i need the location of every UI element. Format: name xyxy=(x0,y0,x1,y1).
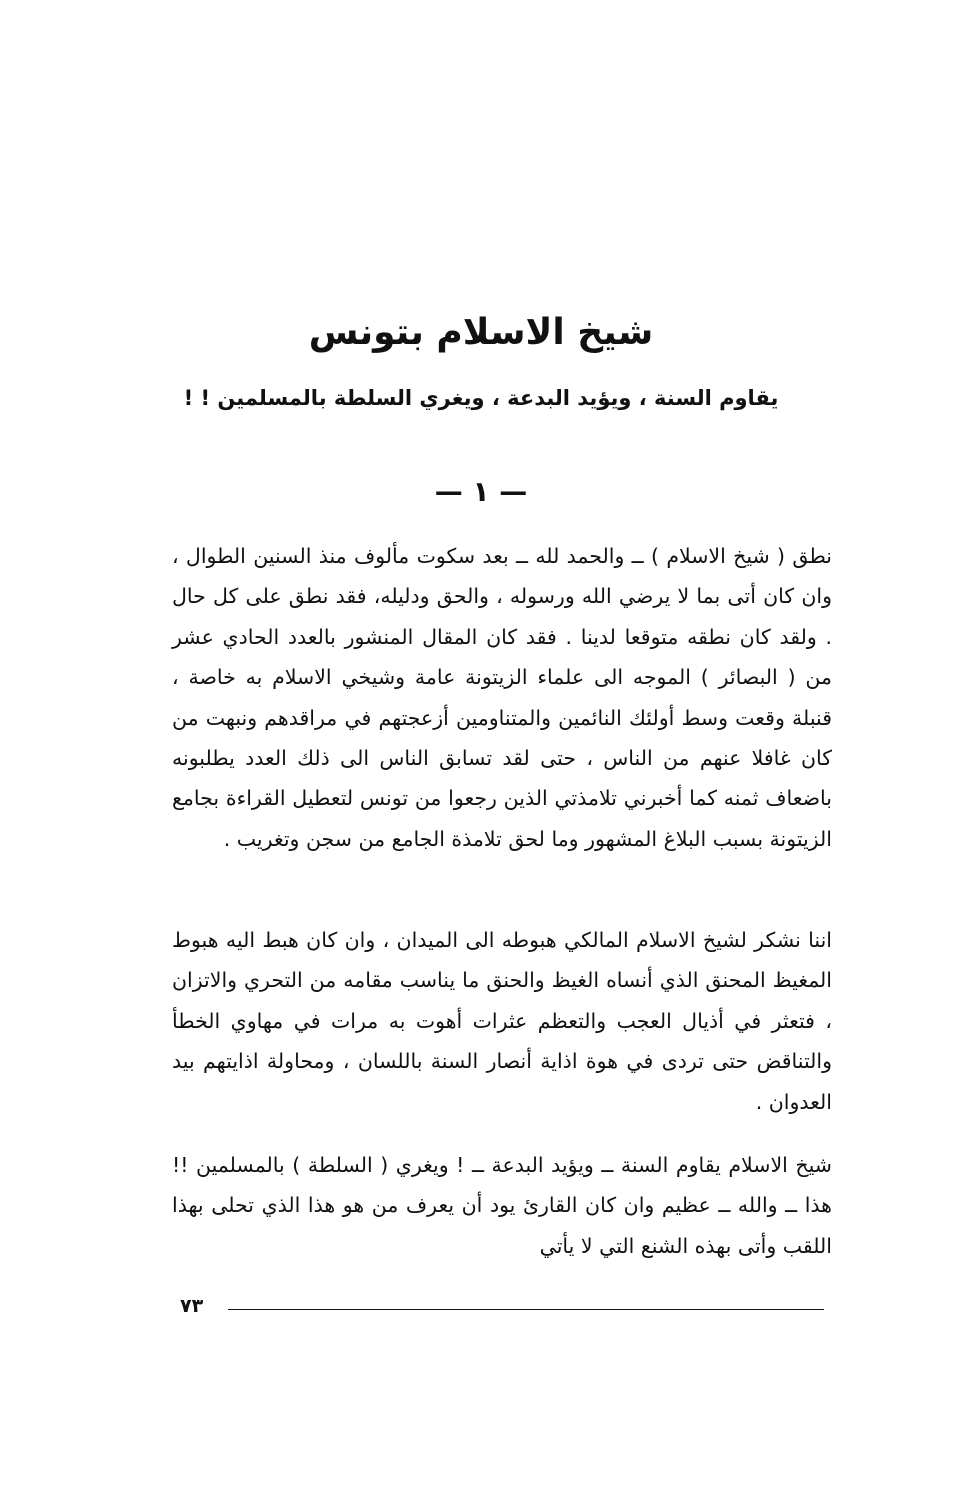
paragraph-1-block xyxy=(172,536,832,859)
page-subtitle: يقاوم السنة ، ويؤيد البدعة ، ويغري السلطة بالمسلمين ! ! xyxy=(183,386,779,410)
section-number: — ١ — xyxy=(434,475,528,508)
footer-rule xyxy=(228,1309,824,1310)
paragraph-2-block xyxy=(172,920,832,1122)
page-footer xyxy=(172,1293,832,1323)
page-title: شيخ الاسلام بتونس xyxy=(308,312,654,353)
paragraph: نطق ( شيخ الاسلام ) ــ والحمد لله ــ بعد سكوت مألوف منذ السنين الطوال ، وان كان أتى بما لا يرضي الله ورسوله ، والحق ودليله، فقد نطق على كل حال . ولقد كان نطقه متوقعا لدينا . فقد كان المقال المنشور بالعدد الحادي عشر من ( البصائر ) الموجه الى علماء الزيتونة عامة وشيخي الاسلام به خاصة ، قنبلة وقعت وسط أولئك النائمين والمتناومين أزعجتهم في مراقدهم ونبهت من كان غافلا عنهم من الناس ، حتى لقد تسابق الناس الى ذلك العدد يطلبونه باضعاف ثمنه كما أخبرني تلامذتي الذين رجعوا من تونس لتعطيل القراءة بجامع الزيتونة بسبب البلاغ المشهور وما لحق تلامذة الجامع من سجن وتغريب . xyxy=(172,544,832,851)
paragraph: اننا نشكر لشيخ الاسلام المالكي هبوطه الى الميدان ، وان كان هبط اليه هبوط المغيظ المحنق الذي أنساه الغيظ والحنق ما يناسب مقامه من التحري والاتزان ، فتعثر في أذيال العجب والتعظم عثرات أهوت به مرات في مهاوي الخطأ والتناقض حتى تردى في هوة اذاية أنصار السنة باللسان ، ومحاولة اذايتهم بيد العدوان . xyxy=(172,928,832,1114)
paragraph: شيخ الاسلام يقاوم السنة ــ ويؤيد البدعة ــ ! ويغري ( السلطة ) بالمسلمين !! هذا ــ والله ــ عظيم وان كان القارئ يود أن يعرف من هو هذا الذي تحلى بهذا اللقب وأتى بهذه الشنع التي لا يأتي xyxy=(172,1153,832,1258)
page-number: ٧٣ xyxy=(180,1295,204,1317)
paragraph-3-block xyxy=(172,1145,832,1266)
